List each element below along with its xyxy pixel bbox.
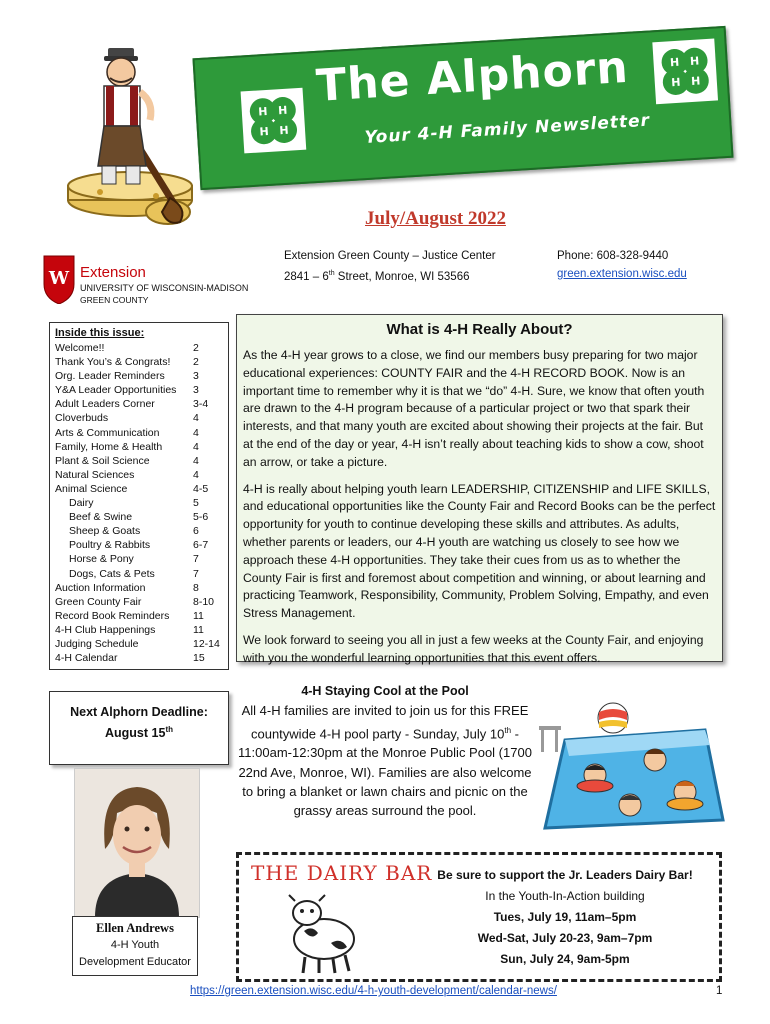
toc-item bbox=[55, 637, 223, 651]
toc-item-page: 3 bbox=[193, 370, 199, 383]
toc-item-label: 4-H Club Happenings bbox=[55, 623, 156, 636]
alphorn-man-illustration bbox=[60, 20, 205, 230]
toc-item bbox=[55, 581, 223, 595]
feature-article bbox=[236, 314, 723, 665]
toc-item-label: Arts & Communication bbox=[55, 426, 160, 439]
toc-item-page: 4 bbox=[193, 412, 199, 425]
toc-item bbox=[55, 426, 223, 440]
extension-wordmark: Extension bbox=[80, 264, 146, 281]
toc-item-page: 11 bbox=[193, 623, 204, 636]
pool-kids-illustration bbox=[535, 700, 725, 835]
toc-item-label: Horse & Pony bbox=[69, 553, 134, 566]
toc-item-page: 2 bbox=[193, 356, 199, 369]
toc-item bbox=[55, 623, 223, 637]
toc-item-label: Plant & Soil Science bbox=[55, 454, 150, 467]
toc-item-label: Record Book Reminders bbox=[55, 609, 170, 622]
toc-item-page: 11 bbox=[193, 609, 204, 622]
toc-item-page: 8-10 bbox=[193, 595, 215, 608]
toc-item-label: Adult Leaders Corner bbox=[55, 398, 155, 411]
toc-item bbox=[55, 524, 223, 538]
dairy-bar-hours-2: Wed-Sat, July 20-23, 9am–7pm bbox=[477, 931, 653, 945]
toc-item-label: Cloverbuds bbox=[55, 412, 109, 425]
toc-item bbox=[55, 341, 223, 355]
toc-item-label: Auction Information bbox=[55, 581, 146, 594]
article-paragraph-1: As the 4-H year grows to a close, we find our members busy preparing for two major educational experiences: COUNTY FAIR and the 4-H RECORD BOOK. Now is an important time to remember why it is that we “do” 4-H. Sure, we know that often youth are drawn to the 4-H program because of a particular project or two that spark their interests, and that many youth are excited about showing their projects at the fair. But at the end of the day or year, 4-H isn’t really about teaching kids to show a cow, shoot an arrow, or take a picture. bbox=[243, 348, 705, 469]
office-contact bbox=[557, 247, 727, 283]
toc-item-page: 4 bbox=[193, 454, 199, 467]
toc-item bbox=[55, 369, 223, 383]
dairy-bar-details bbox=[415, 865, 715, 970]
article-heading: What is 4-H Really About? bbox=[386, 321, 573, 338]
county-name: GREEN COUNTY bbox=[80, 295, 149, 305]
dairy-bar-announcement bbox=[236, 852, 722, 982]
toc-item-page: 7 bbox=[193, 553, 199, 566]
svg-text:W: W bbox=[48, 268, 70, 289]
toc-item bbox=[55, 595, 223, 609]
toc-item-label: Family, Home & Health bbox=[55, 440, 163, 453]
toc-item bbox=[55, 355, 223, 369]
issue-date: July/August 2022 bbox=[365, 208, 506, 229]
pool-description: All 4-H families are invited to join us for this FREE countywide 4-H pool party - Sunday, July 10th - 11:00am-12:30pm at the Monroe Public Pool (1700 22nd Ave, Monroe, WI). Families are also welcome to bring a blanket or lawn chairs and picnic on the grassy areas surround the pool. bbox=[238, 703, 532, 819]
toc-item bbox=[55, 440, 223, 454]
toc-item-page: 6 bbox=[193, 525, 199, 538]
article-paragraph-3: We look forward to seeing you all in just a few weeks at the County Fair, and enjoying with you the wonderful learning opportunities that this event offers. bbox=[243, 632, 704, 665]
svg-text:H: H bbox=[669, 55, 680, 70]
toc-item bbox=[55, 538, 223, 552]
toc-item bbox=[55, 468, 223, 482]
toc-item-page: 4 bbox=[193, 426, 199, 439]
newsletter-subtitle: Your 4-H Family Newsletter bbox=[364, 110, 651, 149]
toc-item bbox=[55, 567, 223, 581]
table-of-contents bbox=[49, 322, 229, 670]
toc-item-page: 5 bbox=[193, 497, 199, 510]
pool-heading: 4-H Staying Cool at the Pool bbox=[301, 684, 469, 698]
toc-item-label: Dairy bbox=[69, 497, 94, 510]
toc-item-page: 4 bbox=[193, 440, 199, 453]
toc-item-page: 3-4 bbox=[193, 398, 209, 411]
toc-item-label: Animal Science bbox=[55, 482, 128, 495]
page-number: 1 bbox=[716, 985, 723, 997]
toc-item-page: 12-14 bbox=[193, 637, 220, 650]
educator-caption bbox=[72, 916, 198, 976]
toc-item bbox=[55, 552, 223, 566]
cow-icon bbox=[279, 891, 369, 975]
website-link[interactable]: green.extension.wisc.edu bbox=[557, 268, 687, 280]
toc-item-page: 3 bbox=[193, 384, 199, 397]
toc-item bbox=[55, 510, 223, 524]
toc-item bbox=[55, 454, 223, 468]
toc-item bbox=[55, 651, 223, 665]
toc-item bbox=[55, 609, 223, 623]
dairy-bar-hours-1: Tues, July 19, 11am–5pm bbox=[493, 910, 637, 924]
footer-calendar-link[interactable]: https://green.extension.wisc.edu/4-h-youth-development/calendar-news/ bbox=[190, 985, 557, 997]
toc-item-page: 4-5 bbox=[193, 482, 209, 495]
dairy-bar-hours-3: Sun, July 24, 9am-5pm bbox=[500, 952, 630, 966]
svg-text:H: H bbox=[259, 124, 270, 139]
toc-item bbox=[55, 496, 223, 510]
toc-item-label: Y&A Leader Opportunities bbox=[55, 384, 177, 397]
svg-text:H: H bbox=[690, 74, 701, 89]
toc-item-label: Poultry & Rabbits bbox=[69, 539, 151, 552]
toc-item-page: 8 bbox=[193, 581, 199, 594]
toc-item-label: Green County Fair bbox=[55, 595, 142, 608]
toc-item-page: 15 bbox=[193, 652, 205, 665]
dairy-bar-location: In the Youth-In-Action building bbox=[485, 889, 645, 903]
pool-event bbox=[238, 682, 532, 820]
address-line-2: 2841 – 6th Street, Monroe, WI 53566 bbox=[284, 270, 470, 283]
svg-text:H: H bbox=[279, 123, 290, 138]
toc-item-label: Judging Schedule bbox=[55, 637, 139, 650]
svg-text:H: H bbox=[689, 54, 700, 69]
toc-item-label: Org. Leader Reminders bbox=[55, 370, 165, 383]
newsletter-title: The Alphorn bbox=[314, 41, 631, 112]
four-h-clover-left-icon bbox=[241, 88, 307, 154]
educator-title-2: Development Educator bbox=[79, 956, 191, 968]
svg-text:H: H bbox=[670, 75, 681, 90]
toc-item-page: 4 bbox=[193, 468, 199, 481]
toc-item-page: 5-6 bbox=[193, 511, 209, 524]
toc-item-label: 4-H Calendar bbox=[55, 652, 118, 665]
deadline-label: Next Alphorn Deadline: bbox=[70, 705, 208, 719]
toc-item-page: 6-7 bbox=[193, 539, 209, 552]
university-name: UNIVERSITY OF WISCONSIN-MADISON bbox=[80, 283, 249, 293]
educator-name: Ellen Andrews bbox=[96, 921, 174, 935]
toc-item bbox=[55, 383, 223, 397]
toc-item-page: 7 bbox=[193, 567, 199, 580]
toc-item-label: Thank You’s & Congrats! bbox=[55, 356, 171, 369]
toc-list bbox=[55, 341, 223, 665]
toc-item-label: Dogs, Cats & Pets bbox=[69, 567, 155, 580]
toc-item bbox=[55, 411, 223, 425]
office-address bbox=[284, 247, 544, 286]
toc-item-label: Beef & Swine bbox=[69, 511, 133, 524]
extension-logo bbox=[42, 252, 249, 308]
toc-item-label: Sheep & Goats bbox=[69, 525, 141, 538]
svg-text:H: H bbox=[257, 104, 268, 119]
toc-item bbox=[55, 482, 223, 496]
newsletter-banner bbox=[192, 26, 733, 190]
educator-title-1: 4-H Youth bbox=[110, 939, 160, 951]
dairy-bar-logo-text: THE DAIRY BAR bbox=[251, 861, 433, 885]
toc-item-page: 2 bbox=[193, 342, 199, 354]
educator-photo bbox=[74, 768, 200, 918]
toc-item bbox=[55, 397, 223, 411]
uw-crest-icon bbox=[42, 252, 76, 304]
toc-item-label: Welcome!! bbox=[55, 342, 105, 354]
dairy-bar-heading: Be sure to support the Jr. Leaders Dairy Bar! bbox=[437, 868, 693, 882]
deadline-date: August 15th bbox=[105, 725, 173, 741]
svg-text:H: H bbox=[277, 103, 288, 118]
article-paragraph-2: 4-H is really about helping youth learn LEADERSHIP, CITIZENSHIP and LIFE SKILLS, and educational opportunities like the County Fair and Record Books can be the perfect opportunity for youth to continue developing these skills and attributes. As adults, whether parents or leaders, our 4-H youth are watching us closely to see how we approach these 4-H opportunities. They take their cues from us as to whether the County Fair is first and foremost about competition and winning, or about learning and practicing Teamwork, Responsibility, Community, Problem Solving, Empathy, and even Stress Management. bbox=[243, 481, 716, 621]
phone-number: Phone: 608-328-9440 bbox=[557, 250, 669, 262]
deadline-box bbox=[49, 691, 229, 765]
address-line-1: Extension Green County – Justice Center bbox=[284, 250, 496, 262]
toc-item-label: Natural Sciences bbox=[55, 468, 135, 481]
four-h-clover-right-icon bbox=[652, 39, 718, 105]
toc-heading: Inside this issue: bbox=[55, 327, 145, 339]
